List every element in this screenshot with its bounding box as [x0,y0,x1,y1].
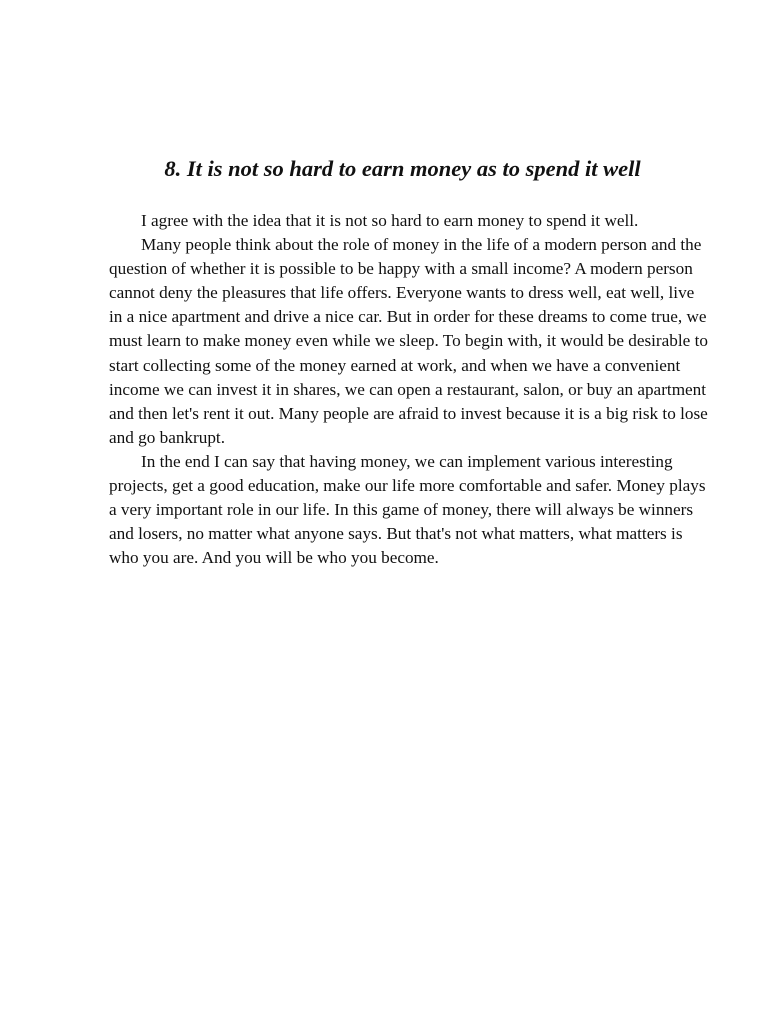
document-body [109,209,709,570]
paragraph-main: Many people think about the role of money in the life of a modern person and the question of whether it is possible to be happy with a small income? A modern person cannot deny the pleasures that life offers. Everyone wants to dress well, eat well, live in a nice apartment and drive a nice car. But in order for these dreams to come true, we must learn to make money even while we sleep. To begin with, it would be desirable to start collecting some of the money earned at work, and when we have a convenient income we can invest it in shares, we can open a restaurant, salon, or buy an apartment and then let's rent it out. Many people are afraid to invest because it is a big risk to lose and go bankrupt. [109,235,708,447]
paragraph-intro: I agree with the idea that it is not so hard to earn money to spend it well. [141,211,639,230]
document-title: 8. It is not so hard to earn money as to spend it well [164,156,641,181]
paragraph-conclusion: In the end I can say that having money, we can implement various interesting projects, get a good education, make our life more comfortable and safer. Money plays a very important role in our life. In this game of money, there will always be winners and losers, no matter what anyone says. But that's not what matters, what matters is who you are. And you will be who you become. [109,451,706,568]
